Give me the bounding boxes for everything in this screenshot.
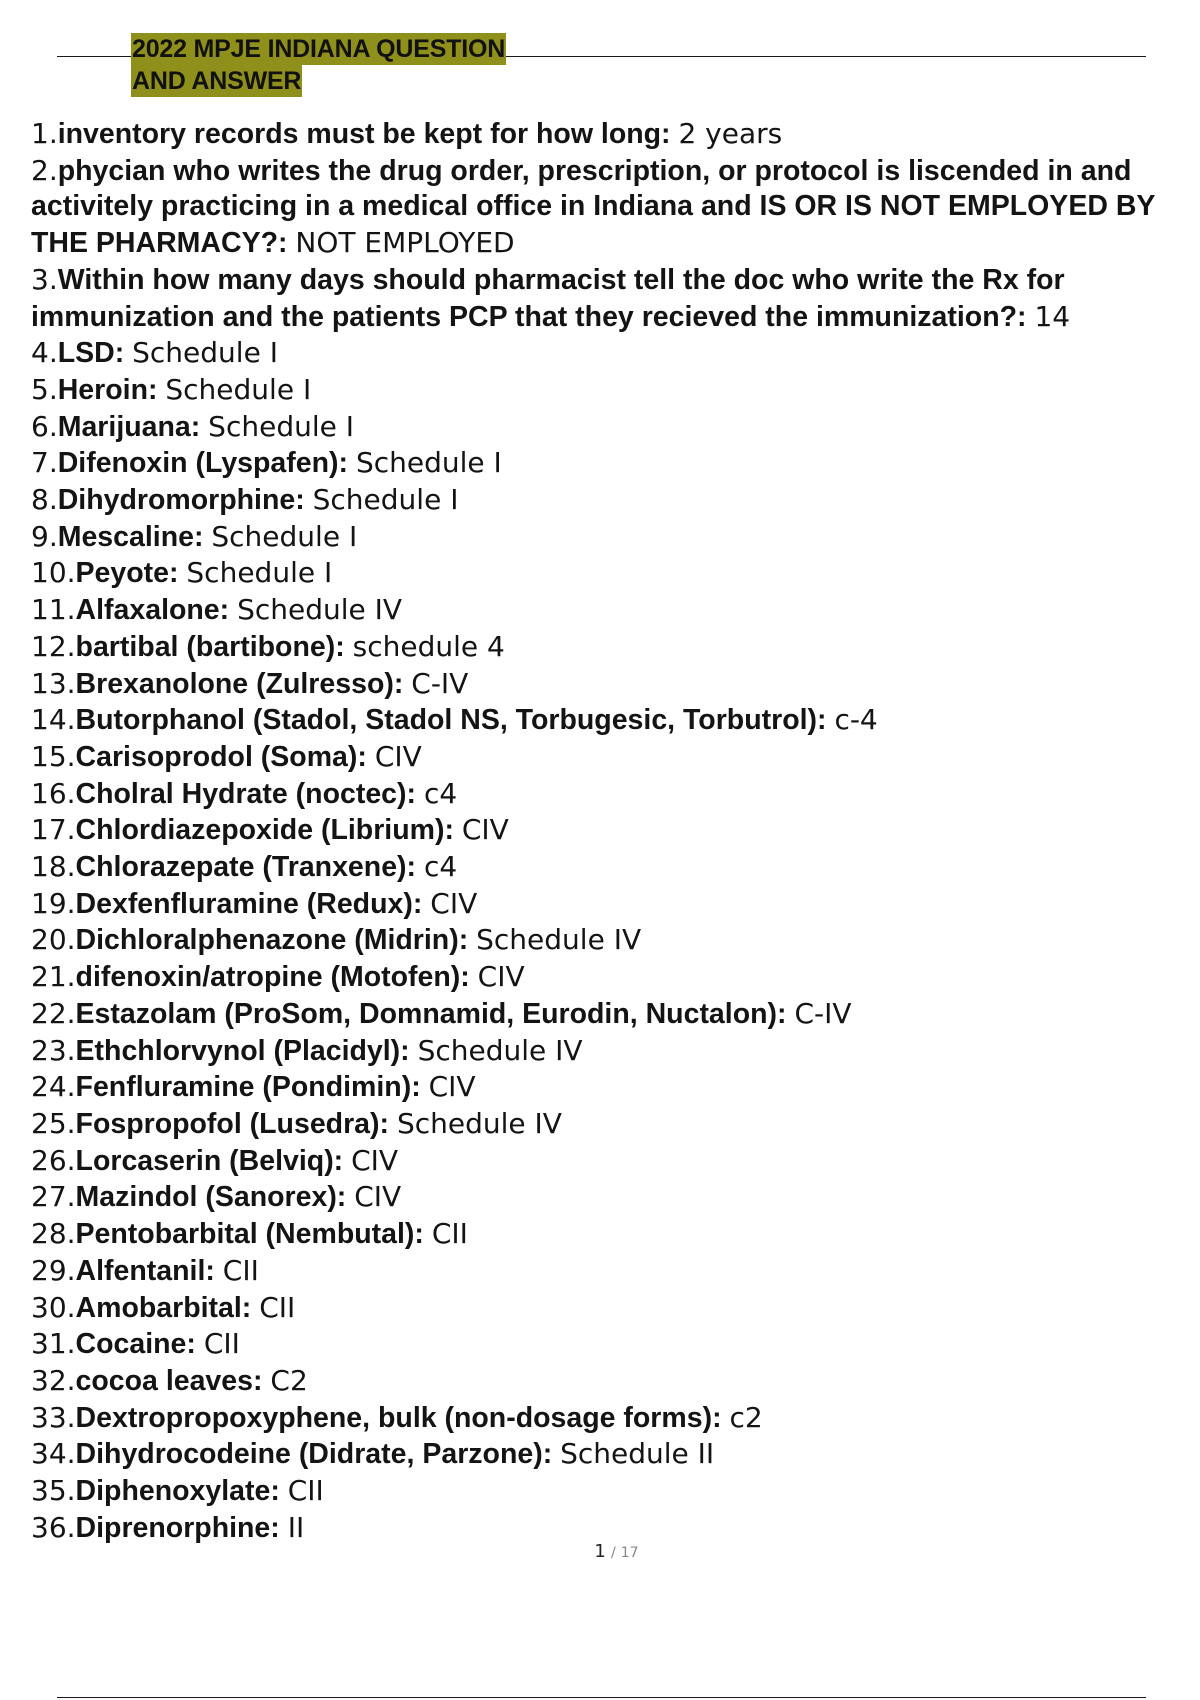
question-text: Cholral Hydrate (noctec): <box>75 777 417 810</box>
answer-text: CIV <box>374 739 422 773</box>
qa-item <box>31 372 1171 409</box>
question-text: Dihydromorphine: <box>57 484 305 517</box>
answer-text: Schedule I <box>165 372 312 406</box>
item-number: 27. <box>31 1180 76 1214</box>
item-number: 20. <box>31 923 76 957</box>
item-number: 33. <box>31 1400 76 1434</box>
question-text: inventory records must be kept for how long: <box>57 118 671 150</box>
qa-item <box>31 776 1171 813</box>
answer-text: CIV <box>428 1070 476 1104</box>
question-text: Carisoprodol (Soma): <box>75 740 367 773</box>
answer-text: CII <box>431 1217 468 1251</box>
qa-item <box>31 445 1171 482</box>
current-page-number: 1 <box>594 1541 606 1562</box>
qa-item <box>31 1253 1171 1290</box>
item-number: 26. <box>31 1143 76 1177</box>
qa-item <box>31 153 1171 262</box>
answer-text: C-IV <box>794 996 852 1030</box>
answer-text: II <box>287 1510 305 1544</box>
answer-text: Schedule I <box>186 556 333 590</box>
answer-text: C-IV <box>411 666 469 700</box>
question-text: Dextropropoxyphene, bulk (non-dosage forms): <box>75 1401 722 1434</box>
answer-text: CII <box>222 1253 259 1287</box>
question-text: Mazindol (Sanorex): <box>75 1181 347 1214</box>
item-number: 4. <box>31 336 58 370</box>
question-text: Within how many days should pharmacist tell the doc who write the Rx for immunization and the patients PCP that they recieved the immunization?: <box>31 263 1065 333</box>
answer-text: Schedule IV <box>396 1106 562 1140</box>
qa-item <box>31 262 1171 335</box>
question-text: difenoxin/atropine (Motofen): <box>75 961 470 994</box>
title-line-1: 2022 MPJE INDIANA QUESTION <box>132 35 506 63</box>
answer-text: Schedule I <box>211 519 358 553</box>
total-pages-number: 17 <box>620 1545 639 1561</box>
item-number: 6. <box>31 409 58 443</box>
qa-item <box>31 116 1171 153</box>
question-text: Fenfluramine (Pondimin): <box>75 1071 421 1104</box>
answer-text: Schedule I <box>208 409 354 443</box>
answer-text: c-4 <box>834 703 878 737</box>
question-text: Cocaine: <box>75 1328 196 1361</box>
question-text: Diphenoxylate: <box>75 1475 280 1508</box>
question-text: Diprenorphine: <box>75 1511 280 1544</box>
item-number: 5. <box>31 372 58 406</box>
qa-item <box>31 1326 1171 1363</box>
question-text: Marijuana: <box>57 410 201 443</box>
question-text: LSD: <box>57 337 125 370</box>
qa-item <box>31 1069 1171 1106</box>
answer-text: CII <box>259 1290 296 1324</box>
title-line-2: AND ANSWER <box>132 67 302 95</box>
item-number: 3. <box>31 262 58 296</box>
page-separator: / <box>610 1545 616 1561</box>
item-number: 28. <box>31 1217 76 1251</box>
answer-text: Schedule I <box>355 446 502 480</box>
question-text: Heroin: <box>57 373 158 406</box>
question-text: Estazolam (ProSom, Domnamid, Eurodin, Nuctalon): <box>75 997 787 1030</box>
qa-item <box>31 996 1171 1033</box>
item-number: 23. <box>31 1033 76 1067</box>
qa-item <box>31 335 1171 372</box>
answer-text: 2 years <box>678 117 783 150</box>
item-number: 16. <box>31 776 76 810</box>
qa-item <box>31 482 1171 519</box>
footer-rule <box>57 1697 1146 1698</box>
item-number: 14. <box>31 703 76 737</box>
document-title <box>131 33 506 97</box>
qa-item <box>31 1436 1171 1473</box>
answer-text: Schedule I <box>132 336 278 370</box>
page-indicator <box>0 1541 1200 1562</box>
question-text: cocoa leaves: <box>75 1364 263 1397</box>
answer-text: NOT EMPLOYED <box>295 226 515 260</box>
answer-text: Schedule IV <box>237 593 403 627</box>
item-number: 2. <box>31 153 58 187</box>
answer-text: C2 <box>270 1363 308 1397</box>
item-number: 15. <box>31 739 76 773</box>
answer-text: c4 <box>423 850 458 884</box>
qa-item <box>31 1363 1171 1400</box>
question-text: Alfaxalone: <box>75 594 230 627</box>
item-number: 25. <box>31 1106 76 1140</box>
answer-text: Schedule I <box>312 483 459 517</box>
answer-text: CII <box>203 1327 240 1361</box>
question-text: Fospropofol (Lusedra): <box>75 1107 390 1140</box>
question-text: Brexanolone (Zulresso): <box>75 667 404 700</box>
qa-item <box>31 1106 1171 1143</box>
item-number: 7. <box>31 446 58 480</box>
question-text: Dexfenfluramine (Redux): <box>75 887 423 920</box>
answer-text: Schedule IV <box>476 923 642 957</box>
question-answer-list <box>31 116 1171 1546</box>
question-text: phycian who writes the drug order, prescription, or protocol is liscended in and activitely practicing in a medical office in Indiana and IS OR IS NOT EMPLOYED BY THE PHARMACY?: <box>31 154 1155 260</box>
qa-item <box>31 592 1171 629</box>
item-number: 21. <box>31 960 76 994</box>
qa-item <box>31 886 1171 923</box>
qa-item <box>31 519 1171 556</box>
item-number: 9. <box>31 519 58 553</box>
answer-text: Schedule II <box>560 1437 715 1471</box>
answer-text: c2 <box>729 1400 763 1434</box>
item-number: 35. <box>31 1474 76 1508</box>
item-number: 1. <box>31 117 58 150</box>
question-text: Dichloralphenazone (Midrin): <box>75 924 469 957</box>
question-text: Butorphanol (Stadol, Stadol NS, Torbugesic, Torbutrol): <box>75 704 827 737</box>
qa-item <box>31 409 1171 446</box>
item-number: 31. <box>31 1327 76 1361</box>
qa-item <box>31 849 1171 886</box>
qa-item <box>31 1033 1171 1070</box>
item-number: 34. <box>31 1437 76 1471</box>
item-number: 10. <box>31 556 76 590</box>
question-text: Ethchlorvynol (Placidyl): <box>75 1034 410 1067</box>
item-number: 12. <box>31 629 76 663</box>
question-text: Difenoxin (Lyspafen): <box>57 447 349 480</box>
answer-text: CII <box>287 1474 324 1508</box>
qa-item <box>31 1143 1171 1180</box>
qa-item <box>31 629 1171 666</box>
answer-text: 14 <box>1034 299 1071 333</box>
answer-text: c4 <box>423 776 458 810</box>
question-text: Chlorazepate (Tranxene): <box>75 851 417 884</box>
qa-item <box>31 1216 1171 1253</box>
question-text: Lorcaserin (Belviq): <box>75 1144 344 1177</box>
question-text: Alfentanil: <box>75 1254 215 1287</box>
answer-text: CIV <box>430 886 478 920</box>
qa-item <box>31 702 1171 739</box>
answer-text: Schedule IV <box>417 1033 583 1067</box>
qa-item <box>31 555 1171 592</box>
qa-item <box>31 1400 1171 1437</box>
qa-item <box>31 959 1171 996</box>
item-number: 30. <box>31 1290 76 1324</box>
item-number: 24. <box>31 1070 76 1104</box>
item-number: 13. <box>31 666 76 700</box>
qa-item <box>31 666 1171 703</box>
qa-item <box>31 1179 1171 1216</box>
item-number: 32. <box>31 1363 76 1397</box>
question-text: Amobarbital: <box>75 1291 252 1324</box>
item-number: 29. <box>31 1253 76 1287</box>
question-text: Mescaline: <box>57 520 204 553</box>
item-number: 22. <box>31 996 76 1030</box>
item-number: 36. <box>31 1510 76 1544</box>
question-text: Chlordiazepoxide (Librium): <box>75 814 454 847</box>
qa-item <box>31 1290 1171 1327</box>
answer-text: CIV <box>461 813 509 847</box>
answer-text: CIV <box>477 960 525 994</box>
question-text: Dihydrocodeine (Didrate, Parzone): <box>75 1438 553 1471</box>
item-number: 19. <box>31 886 76 920</box>
answer-text: CIV <box>354 1180 402 1214</box>
question-text: Peyote: <box>75 557 179 590</box>
question-text: bartibal (bartibone): <box>75 630 345 663</box>
item-number: 8. <box>31 483 58 517</box>
answer-text: schedule 4 <box>352 629 505 663</box>
item-number: 18. <box>31 850 76 884</box>
item-number: 11. <box>31 593 76 627</box>
qa-item <box>31 812 1171 849</box>
qa-item <box>31 739 1171 776</box>
qa-item <box>31 1473 1171 1510</box>
qa-item <box>31 922 1171 959</box>
item-number: 17. <box>31 813 76 847</box>
question-text: Pentobarbital (Nembutal): <box>75 1218 424 1251</box>
answer-text: CIV <box>351 1143 399 1177</box>
